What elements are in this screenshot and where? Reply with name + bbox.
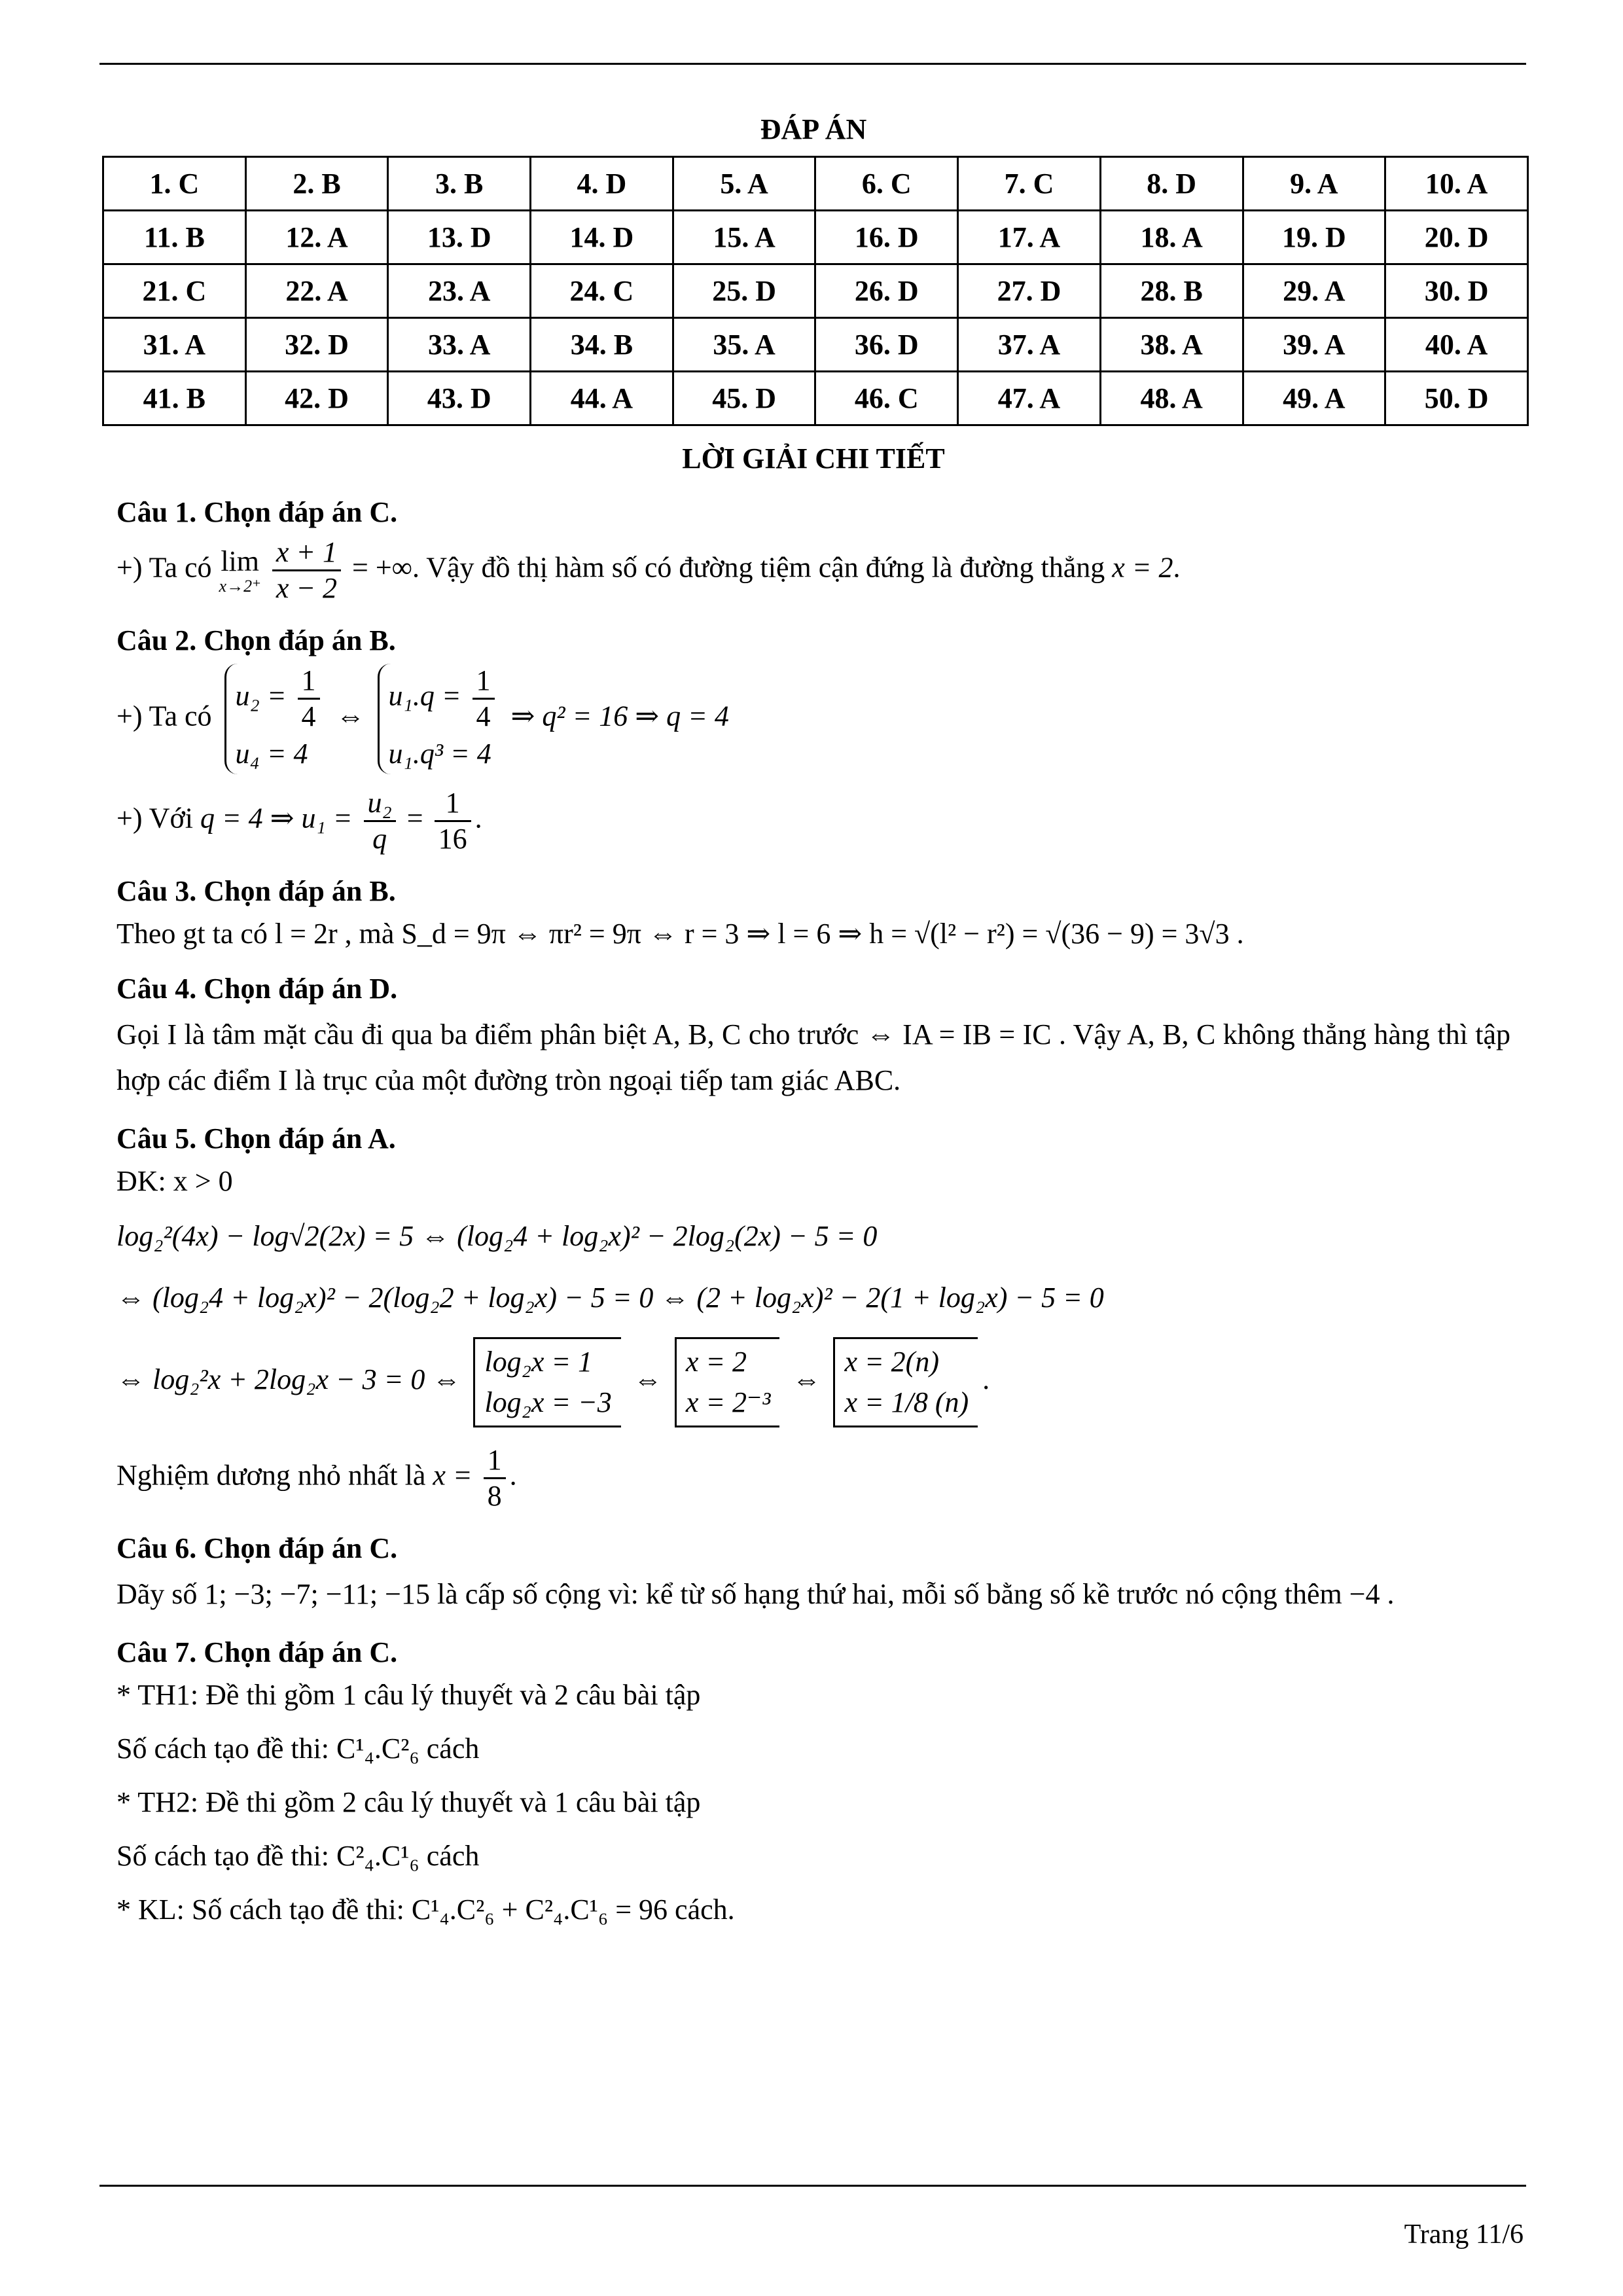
answer-cell: 12. A xyxy=(245,211,388,264)
answer-cell: 22. A xyxy=(245,264,388,318)
answer-cell: 45. D xyxy=(673,372,815,425)
answer-table xyxy=(102,156,1529,426)
q5-condition: ĐK: x > 0 xyxy=(116,1165,233,1197)
answer-cell: 46. C xyxy=(815,372,958,425)
answer-cell: 4. D xyxy=(531,157,673,211)
answer-cell: 47. A xyxy=(958,372,1101,425)
answer-row xyxy=(103,264,1528,318)
answer-cell: 31. A xyxy=(103,318,246,372)
answers-title: ĐÁP ÁN xyxy=(760,113,867,145)
answer-cell: 26. D xyxy=(815,264,958,318)
answer-row xyxy=(103,157,1528,211)
answer-cell: 27. D xyxy=(958,264,1101,318)
answer-cell: 25. D xyxy=(673,264,815,318)
q5-heading: Câu 5. Chọn đáp án A. xyxy=(116,1122,396,1155)
q2-result: +) Với q = 4 ⇒ u₁ = $\frac{\text{u₂}}{q}$ = $\frac{1}{16}$ . xyxy=(116,787,482,855)
q7-line4: Số cách tạo đề thi: C²₄.C¹₆ cách xyxy=(116,1840,480,1872)
answer-cell: 39. A xyxy=(1243,318,1385,372)
q5-conclusion: Nghiệm dương nhỏ nhất là x = $\frac{1}{8}$ . xyxy=(116,1444,517,1512)
answer-cell: 43. D xyxy=(388,372,531,425)
answer-cell: 41. B xyxy=(103,372,246,425)
answer-cell: 10. A xyxy=(1385,157,1528,211)
answer-cell: 29. A xyxy=(1243,264,1385,318)
q5-line1: log₂²(4x) − log√2(2x) = 5 ⇔ (log₂4 + log₂x)² − 2log₂(2x) − 5 = 0 xyxy=(116,1220,878,1252)
q1-heading: Câu 1. Chọn đáp án C. xyxy=(116,496,398,528)
answer-cell: 34. B xyxy=(531,318,673,372)
answer-row xyxy=(103,211,1528,264)
answer-cell: 37. A xyxy=(958,318,1101,372)
answer-cell: 18. A xyxy=(1100,211,1243,264)
answer-cell: 19. D xyxy=(1243,211,1385,264)
answer-cell: 1. C xyxy=(103,157,246,211)
answer-cell: 5. A xyxy=(673,157,815,211)
answer-cell: 21. C xyxy=(103,264,246,318)
answer-cell: 3. B xyxy=(388,157,531,211)
answer-cell: 38. A xyxy=(1100,318,1243,372)
answer-cell: 20. D xyxy=(1385,211,1528,264)
answer-cell: 14. D xyxy=(531,211,673,264)
answer-cell: 9. A xyxy=(1243,157,1385,211)
answer-cell: 13. D xyxy=(388,211,531,264)
answer-cell: 11. B xyxy=(103,211,246,264)
answer-cell: 49. A xyxy=(1243,372,1385,425)
q2-system: +) Ta có u₂ = $\frac{1}{4}$ u₄ = 4 ⇔ u₁.q = $\frac{1}{4}$ u₁.q³ = 4 ⇒ q² = 16 ⇒ q = 4 xyxy=(116,664,1510,774)
answer-cell: 8. D xyxy=(1100,157,1243,211)
answer-cell: 44. A xyxy=(531,372,673,425)
q4-heading: Câu 4. Chọn đáp án D. xyxy=(116,973,398,1005)
answer-cell: 33. A xyxy=(388,318,531,372)
q1-body: +) Ta có lim x→2⁺ $\frac{x + 1}{x - 2}$ = +∞. Vậy đồ thị hàm số có đường tiệm cận đứng là đường thẳng x = 2. xyxy=(116,536,1181,604)
q7-line5: * KL: Số cách tạo đề thi: C¹₄.C²₆ + C²₄.C¹₆ = 96 cách. xyxy=(116,1893,735,1926)
q1-fraction: $\frac{x + 1}{x - 2}$ xyxy=(272,535,341,605)
q3-heading: Câu 3. Chọn đáp án B. xyxy=(116,875,396,907)
answer-cell: 7. C xyxy=(958,157,1101,211)
answer-cell: 6. C xyxy=(815,157,958,211)
q4-body: Gọi I là tâm mặt cầu đi qua ba điểm phân biệt A, B, C cho trước ⇔ IA = IB = IC . Vậy A, B, C không thẳng hàng thì tập hợp các điểm I là trục của một đường tròn ngoại tiếp tam giác ABC. xyxy=(116,1018,1510,1096)
answer-cell: 2. B xyxy=(245,157,388,211)
q7-line3: * TH2: Đề thi gồm 2 câu lý thuyết và 1 câu bài tập xyxy=(116,1786,701,1818)
answer-cell: 50. D xyxy=(1385,372,1528,425)
answer-cell: 32. D xyxy=(245,318,388,372)
answer-cell: 17. A xyxy=(958,211,1101,264)
q6-body: Dãy số 1; −3; −7; −11; −15 là cấp số cộng vì: kể từ số hạng thứ hai, mỗi số bằng số kề trước nó cộng thêm −4 . xyxy=(116,1578,1395,1610)
answer-cell: 48. A xyxy=(1100,372,1243,425)
bottom-rule xyxy=(99,2185,1526,2187)
answer-cell: 15. A xyxy=(673,211,815,264)
answer-row xyxy=(103,318,1528,372)
answer-cell: 42. D xyxy=(245,372,388,425)
q7-line1: * TH1: Đề thi gồm 1 câu lý thuyết và 2 câu bài tập xyxy=(116,1679,701,1711)
q5-line2: ⇔ (log₂4 + log₂x)² − 2(log₂2 + log₂x) − 5 = 0 ⇔ (2 + log₂x)² − 2(1 + log₂x) − 5 = 0 xyxy=(116,1282,1104,1314)
q6-heading: Câu 6. Chọn đáp án C. xyxy=(116,1532,398,1564)
top-rule xyxy=(99,63,1526,65)
page-content xyxy=(116,111,1510,1929)
q5-line3: ⇔ log₂²x + 2log₂x − 3 = 0 ⇔ log₂x = 1 log₂x = −3 ⇔ x = 2 x = 2⁻³ ⇔ x = 2(n) x = 1/8 (n) . xyxy=(116,1337,1510,1427)
answer-row xyxy=(103,372,1528,425)
answer-cell: 35. A xyxy=(673,318,815,372)
q7-line2: Số cách tạo đề thi: C¹₄.C²₆ cách xyxy=(116,1732,480,1765)
answer-cell: 28. B xyxy=(1100,264,1243,318)
answer-cell: 16. D xyxy=(815,211,958,264)
answer-cell: 23. A xyxy=(388,264,531,318)
answer-cell: 30. D xyxy=(1385,264,1528,318)
answer-cell: 40. A xyxy=(1385,318,1528,372)
q3-body: Theo gt ta có l = 2r , mà S_d = 9π ⇔ πr² = 9π ⇔ r = 3 ⇒ l = 6 ⇒ h = √(l² − r²) = √(36 − 9) = 3√3 . xyxy=(116,918,1244,950)
answer-cell: 24. C xyxy=(531,264,673,318)
q2-heading: Câu 2. Chọn đáp án B. xyxy=(116,624,396,656)
page-number: Trang 11/6 xyxy=(1404,2219,1524,2250)
solutions-title: LỜI GIẢI CHI TIẾT xyxy=(682,442,945,475)
answer-cell: 36. D xyxy=(815,318,958,372)
q7-heading: Câu 7. Chọn đáp án C. xyxy=(116,1636,398,1668)
